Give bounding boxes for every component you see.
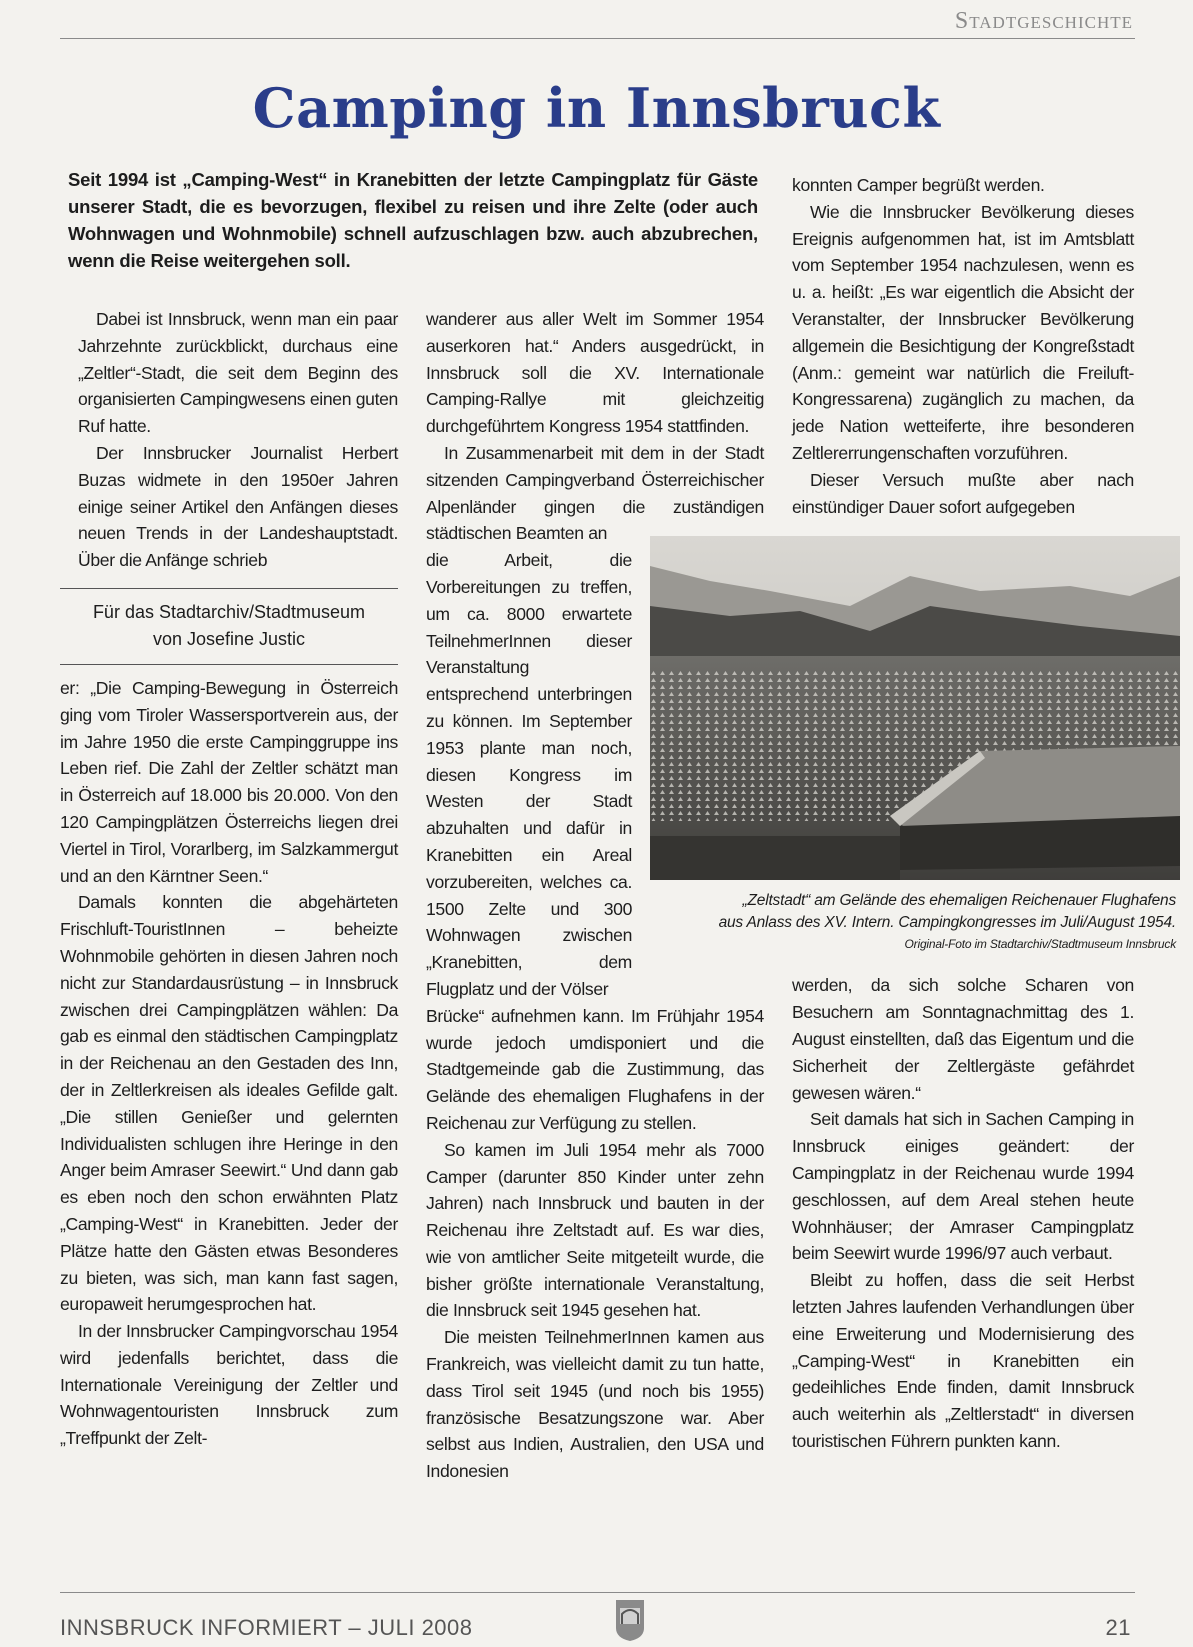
paragraph: So kamen im Juli 1954 mehr als 7000 Camper (darunter 850 Kinder unter zehn Jahren) nach Innsbruck und bauten in der Reichenau ihre Zeltstadt auf. Es war dies, wie von amtlicher Seite mitgeteilt wurde, die bisher größte internationale Veranstaltung, die Innsbruck seit 1945 gesehen hat. — [426, 1139, 764, 1321]
paragraph: Wie die Innsbrucker Bevölkerung dieses Ereignis aufgenommen hat, ist im Amtsblatt vom September 1954 nachzulesen, wenn es u. a. heißt: „Es war eigentlich die Absicht der Veranstalter, der Innsbrucker Bevölkerung allgemein die Besichtigung der Kongreßstadt (Anm.: gemeint war natürlich die Freiluft-Kongressarena) zugänglich zu machen, da jede Nation wetteiferte, ihre besonderen Zeltlererrungenschaften vorzuführen. — [792, 201, 1134, 463]
byline — [60, 589, 398, 664]
column-3 — [718, 172, 1176, 1455]
innsbruck-coat-of-arms-icon — [614, 1598, 646, 1642]
paragraph: Brücke“ aufnehmen kann. Im Frühjahr 1954 wurde jedoch umdisponiert und die Stadtgemeinde gab die Zustimmung, das Gelände des ehemaligen Flughafens in der Reichenau zur Verfügung zu stellen. — [426, 1005, 764, 1133]
paragraph: In Zusammenarbeit mit dem in der Stadt sitzenden Campingverband Österreichischer Alpenländer gingen die zuständigen städtischen Beamten an — [426, 442, 764, 544]
paragraph: Seit damals hat sich in Sachen Camping in Innsbruck einiges geändert: der Campingplatz in der Reichenau wurde 1994 geschlossen, auf dem Areal stehen heute Wohnhäuser; der Amraser Campingplatz beim Seewirt wurde 1996/97 auch verbaut. — [792, 1109, 1134, 1264]
column-1-part-a — [78, 306, 398, 574]
photo-credit: Original-Foto im Stadtarchiv/Stadtmuseum Innsbruck — [904, 937, 1176, 952]
column-2-part-c — [426, 1003, 764, 1485]
column-2-part-b — [426, 547, 632, 1003]
column-2-part-a — [426, 306, 764, 547]
byline-author: von Josefine Justic — [152, 628, 306, 649]
paragraph: wanderer aus aller Welt im Sommer 1954 auserkoren hat.“ Anders ausgedrückt, in Innsbruck soll die XV. Internationale Camping-Rallye mit gleichzeitig durchgeführtem Kongress 1954 stattfinden. — [426, 309, 764, 437]
column-3-part-b — [792, 972, 1134, 1454]
page-number: 21 — [1105, 1615, 1131, 1640]
paragraph: Die meisten TeilnehmerInnen kamen aus Frankreich, was vielleicht damit zu tun hatte, dass Tirol seit 1945 (und noch bis 1955) französische Besatzungszone war. Aber selbst aus Indien, Australien, den USA und Indonesien — [426, 1327, 764, 1482]
column-3-part-a — [792, 172, 1134, 520]
paragraph: Dabei ist Innsbruck, wenn man ein paar Jahrzehnte zurückblickt, durchaus eine „Zeltler“-Stadt, die seit dem Beginn des organisierten Campingwesens einen guten Ruf hatte. — [78, 309, 398, 437]
column-1 — [60, 306, 398, 1452]
paragraph: Bleibt zu hoffen, dass die seit Herbst letzten Jahres laufenden Verhandlungen über eine Erweiterung und Modernisierung des „Camping-West“ in Kranebitten ein gedeihliches Ende finden, damit Innsbruck auch weiterhin als „Zeltlerstadt“ in diversen touristischen Führern punkten kann. — [792, 1270, 1134, 1451]
paragraph: werden, da sich solche Scharen von Besuchern am Sonntagnachmittag des 1. August einstellten, daß das Eigentum und die Sicherheit der Zeltlergäste gefährdet gewesen wären.“ — [792, 975, 1134, 1103]
paragraph: Dieser Versuch mußte aber nach einstündiger Dauer sofort aufgegeben — [792, 469, 1134, 517]
photo-caption — [692, 890, 1176, 954]
caption-line-2: aus Anlass des XV. Intern. Campingkongresses im Juli/August 1954. — [718, 914, 1176, 932]
historic-photo-tent-city — [650, 536, 1180, 880]
article-lead: Seit 1994 ist „Camping-West“ in Kranebitten der letzte Campingplatz für Gäste unserer Stadt, die es bevorzugen, flexibel zu reisen und ihre Zelte (oder auch Wohnwagen und Wohnmobile) schnell aufzuschlagen bzw. auch abzubrechen, wenn die Reise weitergehen soll. — [68, 169, 758, 271]
footer-rule — [60, 1592, 1135, 1593]
column-1-part-b — [60, 675, 398, 1452]
byline-rule-bottom — [60, 664, 398, 665]
article-title: Camping in Innsbruck — [252, 76, 941, 140]
paragraph: Der Innsbrucker Journalist Herbert Buzas widmete in den 1950er Jahren einige seiner Artikel den Anfängen dieses neuen Trends in der Landeshauptstadt. Über die Anfänge schrieb — [78, 442, 398, 571]
header-rule — [60, 38, 1135, 39]
byline-line-1: Für das Stadtarchiv/Stadtmuseum — [92, 601, 366, 622]
section-header: Stadtgeschichte — [954, 8, 1133, 34]
paragraph: er: „Die Camping-Bewegung in Österreich ging vom Tiroler Wassersportverein aus, der im Jahre 1950 die erste Campinggruppe ins Leben rief. Die Zahl der Zeltler schätzt man in Österreich auf 18.000 bis 20.000. Von den 120 Campingplätzen Österreichs liegen drei Viertel in Tirol, Vorarlberg, im Salzkammergut und an den Kärntner Seen.“ — [60, 677, 398, 886]
caption-line-1: „Zeltstadt“ am Gelände des ehemaligen Reichenauer Flughafens — [742, 892, 1176, 910]
paragraph: konnten Camper begrüßt werden. — [792, 175, 1045, 195]
paragraph: die Arbeit, die Vorbereitungen zu treffen, um ca. 8000 erwartete TeilnehmerInnen dieser Veranstaltung entsprechend unterbringen zu können. Im September 1953 plante man noch, diesen Kongress im Westen der Stadt abzuhalten und dafür in Kranebitten ein Areal vorzubereiten, welches ca. 1500 Zelte und 300 Wohnwagen zwischen „Kranebitten, dem Flugplatz und der Völser — [426, 550, 632, 999]
photo-figure — [650, 536, 1180, 954]
footer-publication: INNSBRUCK INFORMIERT – JULI 2008 — [60, 1615, 473, 1640]
paragraph: In der Innsbrucker Campingvorschau 1954 wird jedenfalls berichtet, dass die Internationale Vereinigung der Zeltler und Wohnwagentouristen Innsbruck zum „Treffpunkt der Zelt- — [60, 1321, 398, 1449]
paragraph: Damals konnten die abgehärteten Frischluft-TouristInnen – beheizte Wohnmobile gehörten in diesen Jahren noch nicht zur Standardausrüstung – in Innsbruck zwischen drei Campingplätzen wählen: Da gab es einmal den städtischen Campingplatz in der Reichenau an den Gestaden des Inn, der in Zeltlerkreisen als ideales Gefilde galt. „Die stillen Genießer und gelernten Individualisten schlugen ihre Heringe in den Anger beim Amraser Seewirt.“ Und dann gab es eben noch den schon erwähnten Platz „Camping-West“ in Kranebitten. Jeder der Plätze hatte den Gästen etwas Besonderes zu bieten, was sich, man kann fast sagen, europaweit herumgesprochen hat. — [60, 892, 398, 1315]
